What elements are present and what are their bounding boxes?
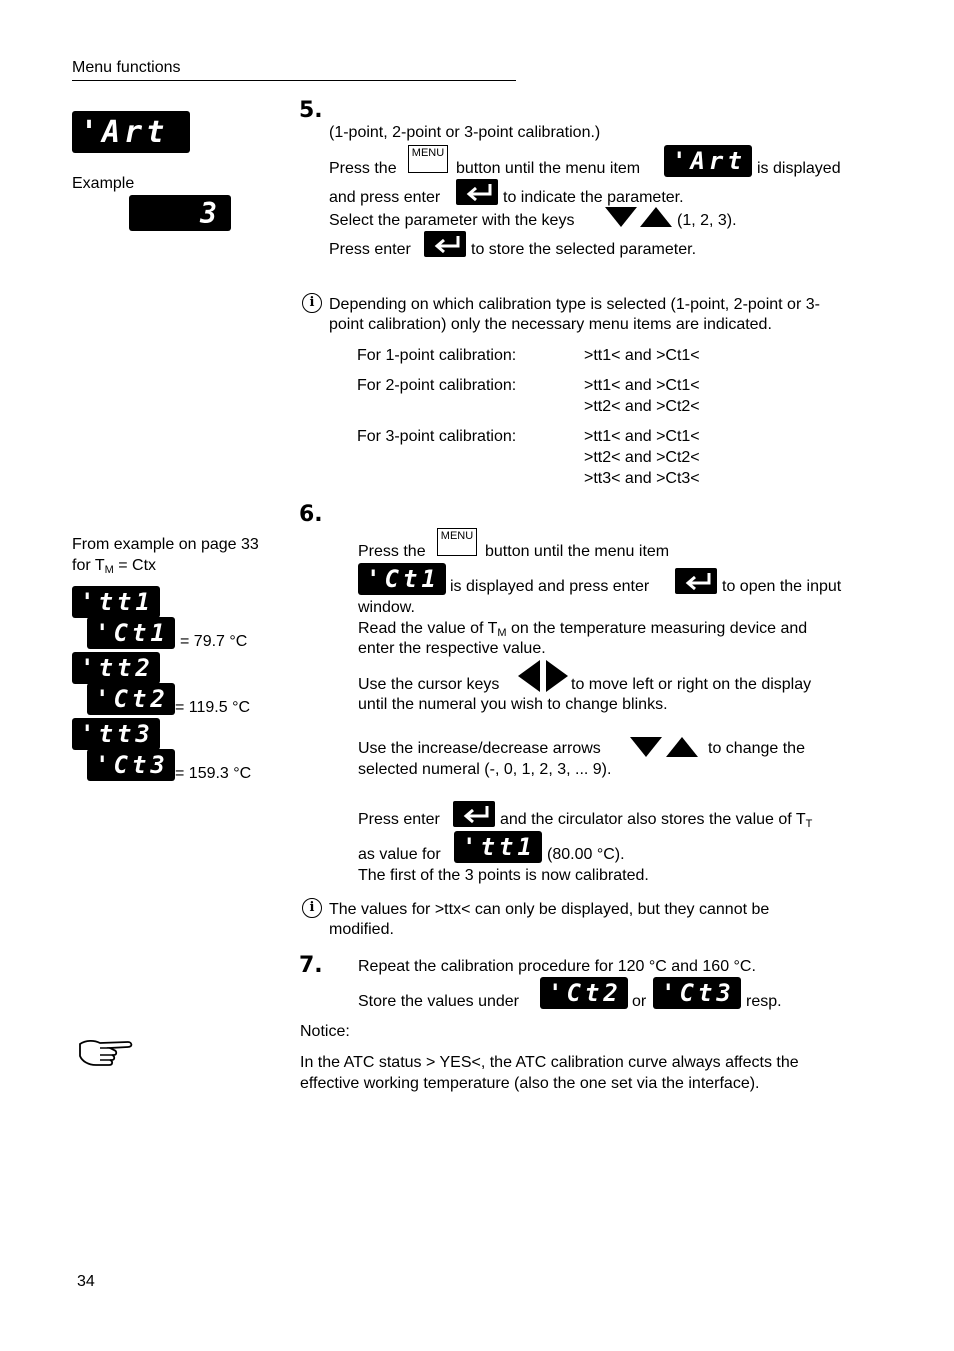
example-label: Example — [72, 175, 135, 192]
step5-until-item: button until the menu item — [456, 160, 641, 177]
step6-value-paren: (80.00 °C). — [547, 846, 625, 863]
lcd-display-art: 'Art — [72, 111, 190, 153]
menu-button-icon: MENU — [408, 145, 448, 173]
step6-to-change: to change the — [708, 740, 805, 757]
step5-to-indicate: to indicate the parameter. — [503, 189, 684, 206]
enter-key-icon — [675, 568, 717, 594]
step5-press-enter: Press enter — [329, 241, 411, 258]
step-number-5: 5. — [299, 98, 323, 123]
step5-keys-values: (1, 2, 3). — [677, 212, 737, 229]
left-arrow-key-icon — [518, 660, 540, 697]
pointing-hand-icon — [76, 1034, 136, 1070]
header-rule — [72, 80, 516, 81]
cal-row-1-label: For 1-point calibration: — [357, 347, 517, 364]
step5-to-store: to store the selected parameter. — [471, 241, 697, 258]
cal-row-1-line: >tt1< and >Ct1< — [584, 347, 700, 364]
page-number: 34 — [77, 1273, 95, 1290]
step6-selected-numeral: selected numeral (-, 0, 1, 2, 3, ... 9). — [358, 761, 612, 778]
lcd-display-art-inline: 'Art — [664, 145, 752, 177]
lcd-display-tt1-inline: 'tt1 — [454, 831, 542, 863]
step-number-6: 6. — [299, 502, 323, 527]
step7-store-under: Store the values under — [358, 993, 519, 1010]
menu-button-icon: MENU — [437, 528, 477, 556]
step6-press-enter: Press enter — [358, 811, 440, 828]
step6-press-the: Press the — [358, 543, 426, 560]
down-arrow-key-icon — [605, 207, 637, 232]
lcd-display-ct2: 'Ct2 — [87, 683, 175, 715]
info1-line1: Depending on which calibration type is selected (1-point, 2-point or 3- — [329, 296, 820, 313]
info1-line2: point calibration) only the necessary menu items are indicated. — [329, 316, 772, 333]
step6-stores-value: and the circulator also stores the value of $T_T$ — [500, 811, 813, 830]
cal-row-2-line: >tt2< and >Ct2< — [584, 398, 700, 415]
cal-row-2-label: For 2-point calibration: — [357, 377, 517, 394]
step5-press-the: Press the — [329, 160, 397, 177]
step5-select-param: Select the parameter with the keys — [329, 212, 575, 229]
enter-key-icon — [424, 231, 466, 257]
step6-enter-value: enter the respective value. — [358, 640, 546, 657]
step7-resp: resp. — [746, 993, 782, 1010]
step6-to-open: to open the input — [722, 578, 842, 595]
cal-row-3-line: >tt2< and >Ct2< — [584, 449, 700, 466]
step6-use-cursor: Use the cursor keys — [358, 676, 500, 693]
ct3-value: = 159.3 °C — [175, 765, 252, 782]
lcd-display-tt1: 'tt1 — [72, 586, 160, 618]
page-header-title: Menu functions — [72, 59, 181, 76]
step6-use-arrows: Use the increase/decrease arrows — [358, 740, 601, 757]
info2-line2: modified. — [329, 921, 394, 938]
right-arrow-key-icon — [546, 660, 568, 697]
step6-displayed-enter: is displayed and press enter — [450, 578, 650, 595]
ct1-value: = 79.7 °C — [180, 633, 248, 650]
lcd-display-ct2-inline: 'Ct2 — [540, 977, 628, 1009]
lcd-display-tt2: 'tt2 — [72, 652, 160, 684]
for-tm-text: for $T_M$ = Ctx — [72, 557, 157, 576]
lcd-display-tt3: 'tt3 — [72, 718, 160, 750]
up-arrow-key-icon — [666, 737, 698, 762]
step6-until-item: button until the menu item — [485, 543, 670, 560]
step7-repeat: Repeat the calibration procedure for 120 °C and 160 °C. — [358, 958, 756, 975]
info-icon: i — [302, 898, 322, 918]
info2-line1: The values for >ttx< can only be displayed, but they cannot be — [329, 901, 770, 918]
step5-and-press-enter: and press enter — [329, 189, 441, 206]
lcd-display-ct1-inline: 'Ct1 — [358, 563, 446, 595]
info-icon: i — [302, 293, 322, 313]
cal-row-3-line: >tt1< and >Ct1< — [584, 428, 700, 445]
notice-line2: effective working temperature (also the one set via the interface). — [300, 1075, 760, 1092]
lcd-display-example-value: 3 — [129, 195, 231, 231]
down-arrow-key-icon — [630, 737, 662, 762]
step6-move-lr: to move left or right on the display — [571, 676, 812, 693]
notice-line1: In the ATC status > YES<, the ATC calibration curve always affects the — [300, 1054, 799, 1071]
step-number-7: 7. — [299, 953, 323, 978]
step5-is-displayed: is displayed — [757, 160, 841, 177]
up-arrow-key-icon — [640, 207, 672, 232]
lcd-display-ct3: 'Ct3 — [87, 749, 175, 781]
lcd-display-ct1: 'Ct1 — [87, 617, 175, 649]
cal-row-3-line: >tt3< and >Ct3< — [584, 470, 700, 487]
notice-label: Notice: — [300, 1023, 350, 1040]
step6-until-blinks: until the numeral you wish to change blinks. — [358, 696, 668, 713]
step6-window: window. — [358, 599, 415, 616]
enter-key-icon — [456, 179, 498, 205]
step6-as-value-for: as value for — [358, 846, 441, 863]
cal-row-3-label: For 3-point calibration: — [357, 428, 517, 445]
from-example-text: From example on page 33 — [72, 536, 259, 553]
step6-first-point: The first of the 3 points is now calibrated. — [358, 867, 649, 884]
step5-line1: (1-point, 2-point or 3-point calibration.) — [329, 124, 601, 141]
ct2-value: = 119.5 °C — [175, 699, 251, 716]
step6-read-value: Read the value of $T_M$ on the temperature measuring device and — [358, 620, 808, 639]
enter-key-icon — [453, 801, 495, 827]
lcd-display-ct3-inline: 'Ct3 — [653, 977, 741, 1009]
step7-or: or — [632, 993, 647, 1010]
cal-row-2-line: >tt1< and >Ct1< — [584, 377, 700, 394]
